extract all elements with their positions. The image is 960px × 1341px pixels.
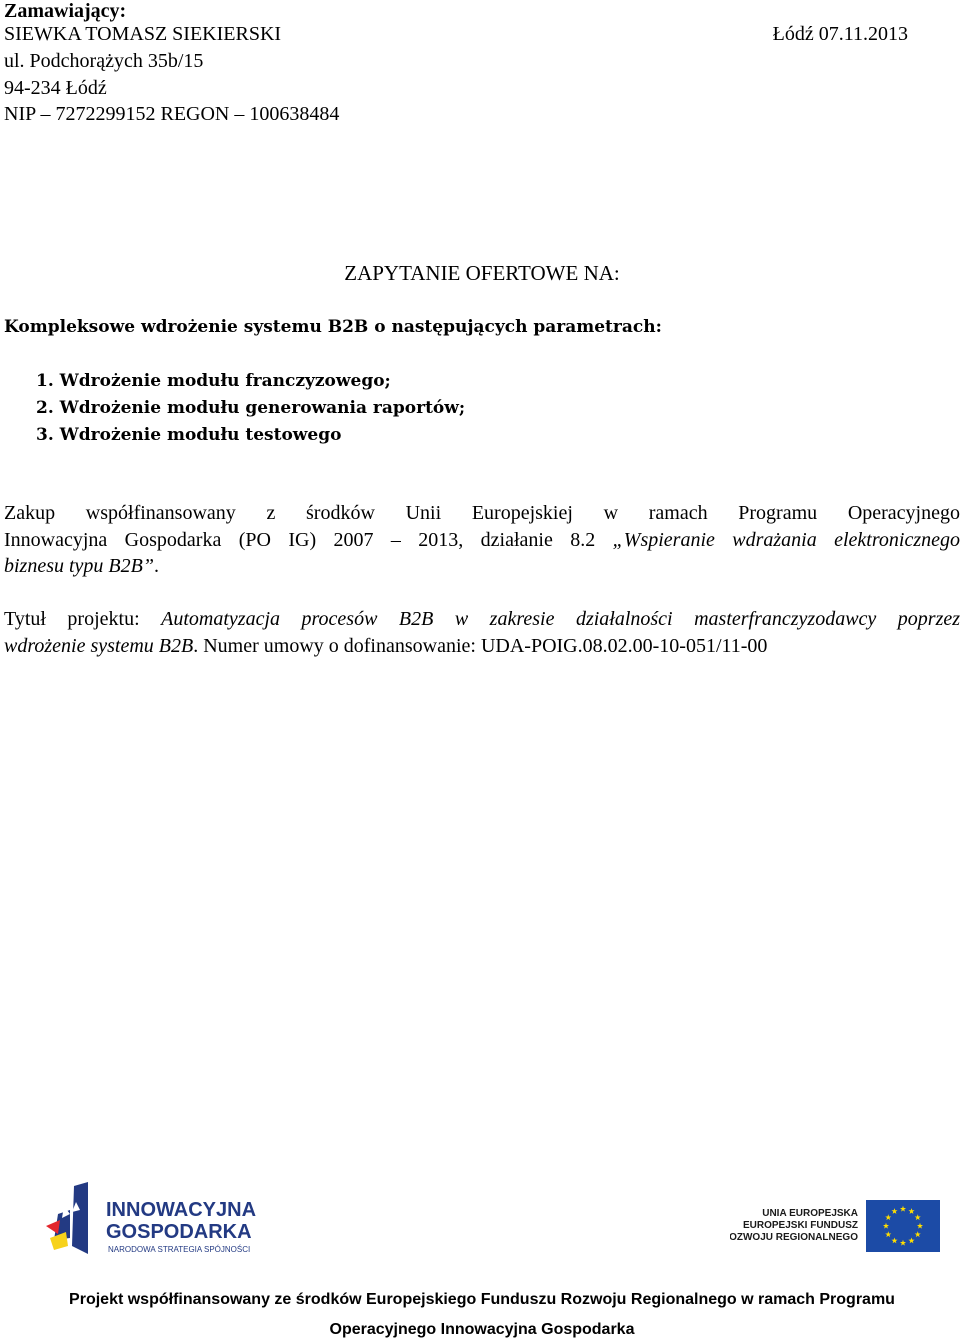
cofinance-line-3 (4, 553, 960, 580)
ig-logo-line-1: INNOWACYJNA (106, 1199, 257, 1221)
orderer-street: ul. Podchorążych 35b/15 (4, 50, 204, 72)
innowacyjna-gospodarka-logo (46, 1180, 276, 1260)
orderer-tax-ids: NIP – 7272299152 REGON – 100638484 (4, 103, 340, 125)
eu-logo (730, 1196, 942, 1256)
cofinance-line-2-text: Innowacyjna Gospodarka (PO IG) 2007 – 2013, działanie 8.2 (4, 528, 596, 551)
ig-logo-line-2: GOSPODARKA (106, 1221, 252, 1243)
eu-flag-icon (730, 1196, 942, 1256)
project-label: Tytuł projektu: (4, 608, 140, 630)
contract-number: . Numer umowy o dofinansowanie: UDA-POIG.08.02.00-10-051/11-00 (193, 634, 768, 657)
list-item: 3. Wdrożenie modułu testowego (36, 425, 342, 445)
eu-logo-line-1: UNIA EUROPEJSKA (762, 1208, 858, 1219)
cofinance-paragraph (4, 500, 960, 580)
orderer-name: SIEWKA TOMASZ SIEKIERSKI (4, 23, 282, 45)
modules-list (36, 368, 465, 449)
cofinance-line-2 (4, 527, 960, 554)
orderer-city: 94-234 Łódź (4, 77, 107, 99)
ig-emblem-icon (46, 1180, 276, 1260)
eu-logo-line-3: ROZWOJU REGIONALNEGO (730, 1232, 858, 1243)
ig-logo-line-3: NARODOWA STRATEGIA SPÓJNOŚCI (108, 1245, 251, 1254)
cofinance-line-1: Zakup współfinansowany z środków Unii Europejskiej w ramach Programu Operacyjnego (4, 502, 960, 524)
eu-logo-line-2: EUROPEJSKI FUNDUSZ (742, 1220, 858, 1231)
project-title: Automatyzacja procesów B2B w zakresie działalności masterfranczyzodawcy poprzez (161, 608, 960, 630)
project-line-1 (4, 606, 960, 633)
inquiry-subject: Kompleksowe wdrożenie systemu B2B o następujących parametrach: (4, 317, 662, 337)
cofinance-measure-title: „Wspieranie wdrażania elektronicznego (612, 528, 960, 551)
cofinance-period: . (154, 555, 159, 577)
project-line-2 (4, 633, 960, 660)
place-date: Łódź 07.11.2013 (772, 23, 908, 45)
cofinance-measure-title-end: biznesu typu B2B” (4, 555, 154, 577)
orderer-label: Zamawiający: (4, 0, 127, 22)
footer-line-2: Operacyjnego Innowacyjna Gospodarka (329, 1321, 635, 1338)
project-title-end: wdrożenie systemu B2B (4, 634, 194, 657)
footer-line-1: Projekt współfinansowany ze środków Europejskiego Funduszu Rozwoju Regionalnego w ramach Programu (69, 1291, 895, 1308)
inquiry-title: ZAPYTANIE OFERTOWE NA: (344, 261, 620, 285)
list-item: 1. Wdrożenie modułu franczyzowego; (36, 371, 391, 391)
list-item: 2. Wdrożenie modułu generowania raportów; (36, 398, 466, 418)
project-paragraph (4, 606, 960, 659)
